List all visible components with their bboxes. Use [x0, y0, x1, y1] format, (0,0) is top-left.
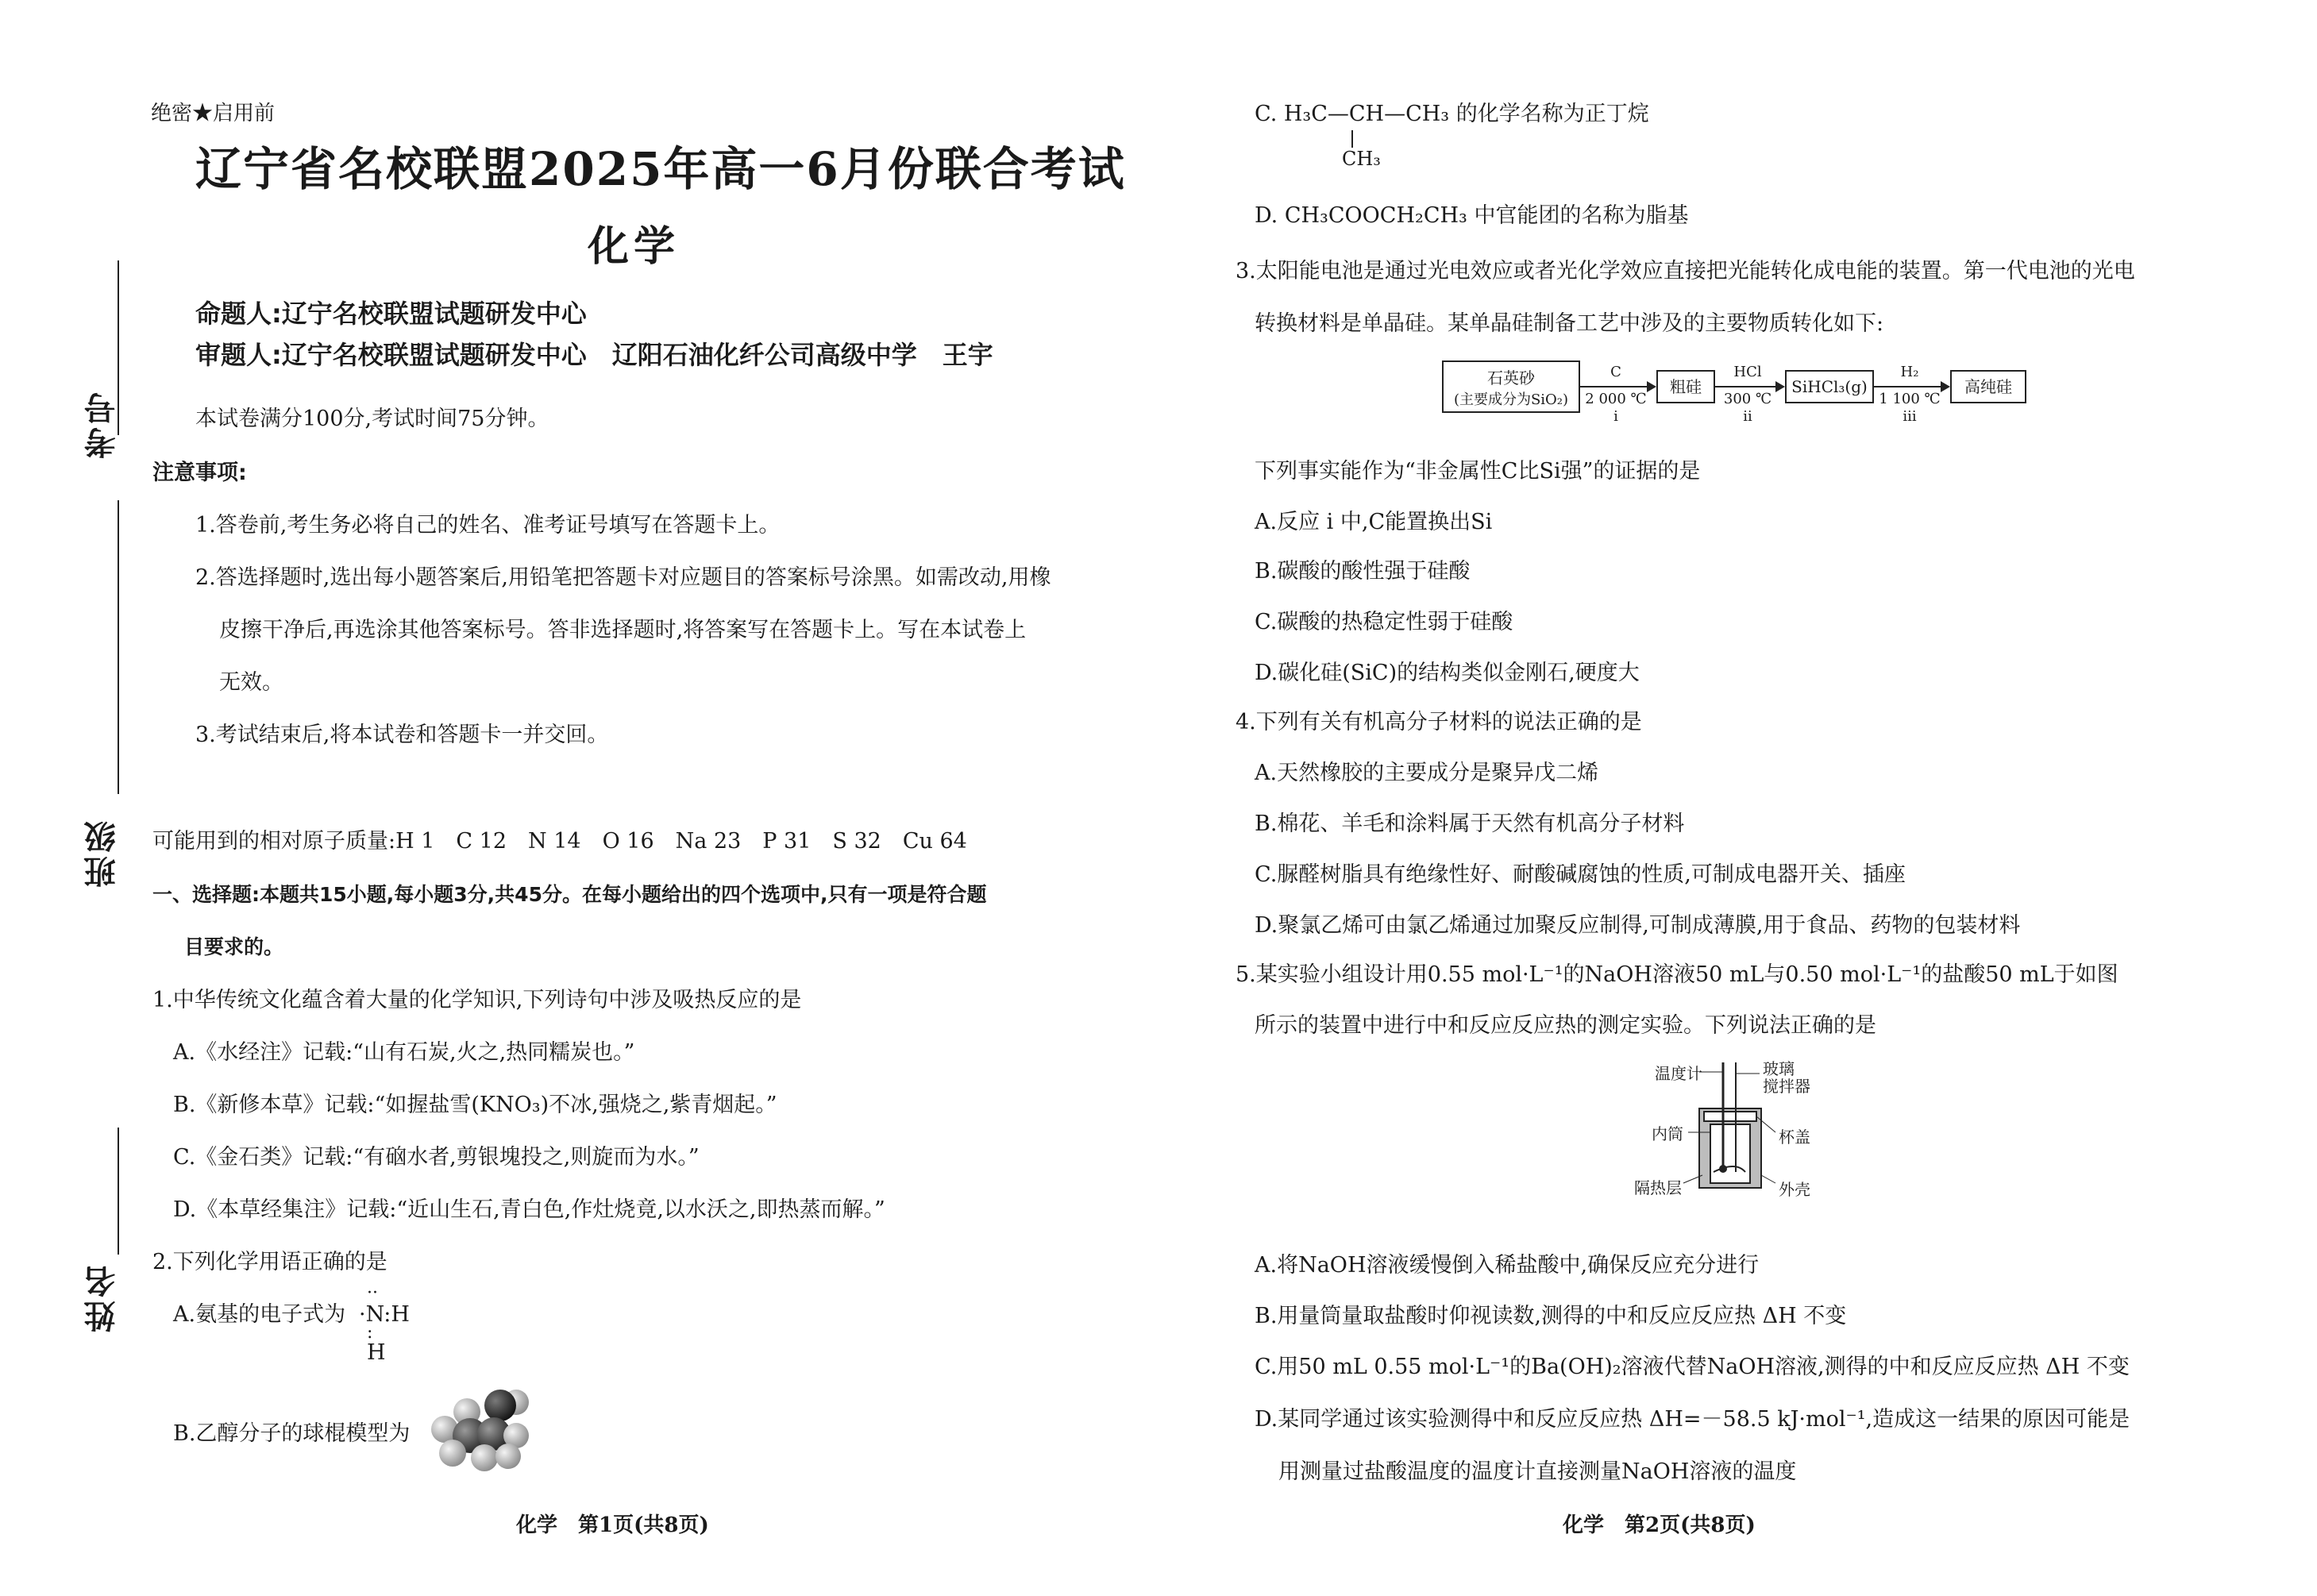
- q2-option-a: A.氨基的电子式为: [173, 1302, 346, 1327]
- calorimeter-label-shell: 外壳: [1779, 1180, 1810, 1199]
- calorimeter-lid: [1704, 1112, 1756, 1121]
- secret-mark: 绝密★启用前: [151, 102, 276, 125]
- formula-h: H: [367, 1340, 386, 1365]
- flow-box-quartz-line1: 石英砂: [1487, 368, 1535, 387]
- flow-arrow-3-step: iii: [1903, 408, 1917, 425]
- q2-stem: 2.下列化学用语正确的是: [152, 1250, 387, 1274]
- q5-option-b: B.用量筒量取盐酸时仰视读数,测得的中和反应反应热 ΔH 不变: [1255, 1304, 1847, 1328]
- q1-option-c: C.《金石类》记载:“有硇水者,剪银塊投之,则旋而为水。”: [173, 1145, 700, 1170]
- calorimeter-label-thermometer: 温度计: [1655, 1064, 1702, 1083]
- q3-stem-2: 转换材料是单晶硅。某单晶硅制备工艺中涉及的主要物质转化如下:: [1255, 311, 1884, 336]
- q5-stem-2: 所示的装置中进行中和反应反应热的测定实验。下列说法正确的是: [1255, 1013, 1876, 1038]
- ethanol-ball-stick-model: [421, 1380, 540, 1475]
- calorimeter-label-stirrer-2: 搅拌器: [1763, 1077, 1810, 1096]
- flow-arrow-2-temp: 300 ℃: [1723, 391, 1772, 407]
- q3-question: 下列事实能作为“非金属性C比Si强”的证据的是: [1255, 459, 1701, 484]
- author-line-2: 审题人:辽宁名校联盟试题研发中心 辽阳石油化纤公司高级中学 王宇: [195, 340, 993, 370]
- q4-stem: 4.下列有关有机高分子材料的说法正确的是: [1236, 710, 1642, 734]
- q1-option-d: D.《本草经集注》记载:“近山生石,青白色,作灶烧竟,以水沃之,即热蒸而解。”: [173, 1197, 885, 1222]
- flow-arrow-1-step: i: [1613, 408, 1618, 425]
- q3-option-b: B.碳酸的酸性强于硅酸: [1255, 559, 1471, 584]
- formula-main: ·N:H: [359, 1302, 410, 1327]
- page-2-footer: 化学 第2页(共8页): [1563, 1513, 1756, 1537]
- flow-arrow-2-reagent: HCl: [1733, 364, 1762, 380]
- flow-box-quartz-line2: (主要成分为SiO₂): [1453, 391, 1569, 408]
- exam-title: 辽宁省名校联盟2025年高一6月份联合考试: [195, 142, 1126, 196]
- q2-option-b: B.乙醇分子的球棍模型为: [173, 1421, 411, 1446]
- q3-stem-1: 3.太阳能电池是通过光电效应或者光化学效应直接把光能转化成电能的装置。第一代电池的光电: [1236, 259, 2135, 283]
- calorimeter-label-inner: 内筒: [1652, 1124, 1683, 1143]
- formula-dots-top: ··: [367, 1283, 378, 1303]
- class-label: 班级: [83, 818, 121, 888]
- flow-box-sihcl3: SiHCl₃(g): [1785, 370, 1874, 403]
- q2-c-branch: CH₃: [1342, 148, 1381, 170]
- calorimeter-label-lid: 杯盖: [1779, 1128, 1810, 1147]
- flow-box-crude-si: 粗硅: [1656, 370, 1715, 403]
- notice-2a: 2.答选择题时,选出每小题答案后,用铅笔把答题卡对应题目的答案标号涂黑。如需改动,用橡: [195, 565, 1051, 590]
- q1-stem: 1.中华传统文化蕴含着大量的化学知识,下列诗句中涉及吸热反应的是: [152, 988, 802, 1012]
- flow-arrow-2: [1715, 386, 1780, 387]
- flow-arrow-1: [1580, 386, 1652, 387]
- binding-line-mid3: [118, 1128, 119, 1255]
- exam-no-label: 考号: [83, 389, 121, 459]
- q4-option-c: C.脲醛树脂具有绝缘性好、耐酸碱腐蚀的性质,可制成电器开关、插座: [1255, 862, 1906, 887]
- flow-arrow-3: [1874, 386, 1945, 387]
- section-1-heading-b: 目要求的。: [184, 935, 284, 958]
- q4-option-d: D.聚氯乙烯可由氯乙烯通过加聚反应制得,可制成薄膜,用于食品、药物的包装材料: [1255, 913, 2021, 938]
- author-line-1: 命题人:辽宁名校联盟试题研发中心: [195, 299, 587, 329]
- calorimeter-label-insulation: 隔热层: [1634, 1178, 1682, 1197]
- q5-option-a: A.将NaOH溶液缓慢倒入稀盐酸中,确保反应充分进行: [1255, 1253, 1760, 1278]
- q5-option-c: C.用50 mL 0.55 mol·L⁻¹的Ba(OH)₂溶液代替NaOH溶液,测得的中和反应反应热 ΔH 不变: [1255, 1355, 2130, 1379]
- calorimeter-inner-cup: [1710, 1124, 1750, 1183]
- q4-option-b: B.棉花、羊毛和涂料属于天然有机高分子材料: [1255, 811, 1685, 836]
- notice-3: 3.考试结束后,将本试卷和答题卡一并交回。: [195, 723, 609, 747]
- q1-option-a: A.《水经注》记载:“山有石炭,火之,热同糯炭也。”: [173, 1040, 635, 1065]
- notice-2b: 皮擦干净后,再选涂其他答案标号。答非选择题时,将答案写在答题卡上。写在本试卷上: [219, 618, 1027, 642]
- formula-dots-bottom: :: [367, 1323, 373, 1343]
- q5-option-d-1: D.某同学通过该实验测得中和反应反应热 ΔH=－58.5 kJ·mol⁻¹,造成这一结果的原因可能是: [1255, 1407, 2130, 1432]
- flow-arrow-3-reagent: H₂: [1900, 364, 1919, 380]
- flow-box-pure-si: 高纯硅: [1950, 370, 2026, 403]
- q1-option-b: B.《新修本草》记载:“如握盐雪(KNO₃)不冰,强烧之,紫青烟起。”: [173, 1093, 777, 1117]
- flow-arrow-1-temp: 2 000 ℃: [1585, 391, 1647, 407]
- subject-title: 化学: [588, 222, 680, 271]
- notice-title: 注意事项:: [152, 461, 247, 485]
- q3-option-a: A.反应 i 中,C能置换出Si: [1255, 510, 1493, 534]
- q3-option-d: D.碳化硅(SiC)的结构类似金刚石,硬度大: [1255, 661, 1640, 685]
- page-1-footer: 化学 第1页(共8页): [516, 1513, 709, 1537]
- amino-electron-formula: [359, 1283, 422, 1365]
- q2-option-c: C. H₃C—CH—CH₃ 的化学名称为正丁烷: [1255, 102, 1649, 126]
- q5-option-d-2: 用测量过盐酸温度的温度计直接测量NaOH溶液的温度: [1278, 1459, 1797, 1484]
- q5-stem-1: 5.某实验小组设计用0.55 mol·L⁻¹的NaOH溶液50 mL与0.50 mol·L⁻¹的盐酸50 mL于如图: [1236, 962, 2118, 987]
- flow-box-quartz: [1442, 360, 1580, 413]
- score-time: 本试卷满分100分,考试时间75分钟。: [195, 407, 549, 431]
- notice-2c: 无效。: [219, 670, 283, 695]
- name-label: 姓名: [83, 1263, 121, 1332]
- leader-shell: [1761, 1175, 1775, 1183]
- binding-line-mid2: [118, 699, 119, 794]
- atomic-mass: 可能用到的相对原子质量:H 1 C 12 N 14 O 16 Na 23 P 31 S 32 Cu 64: [152, 829, 967, 854]
- flow-arrow-2-step: ii: [1743, 408, 1752, 425]
- notice-1: 1.答卷前,考生务必将自己的姓名、准考证号填写在答题卡上。: [195, 513, 781, 538]
- flow-arrow-3-temp: 1 100 ℃: [1879, 391, 1941, 407]
- q2-c-branch-bond: [1351, 130, 1353, 148]
- binding-line-mid1: [118, 500, 119, 699]
- flow-arrow-1-reagent: C: [1610, 364, 1621, 380]
- q3-option-c: C.碳酸的热稳定性弱于硅酸: [1255, 610, 1513, 634]
- calorimeter-label-stirrer-1: 玻璃: [1763, 1059, 1795, 1078]
- q4-option-a: A.天然橡胶的主要成分是聚异戊二烯: [1255, 761, 1599, 785]
- section-1-heading-a: 一、选择题:本题共15小题,每小题3分,共45分。在每小题给出的四个选项中,只有一项是符合题: [152, 883, 987, 906]
- q2-option-d: D. CH₃COOCH₂CH₃ 中官能团的名称为脂基: [1255, 203, 1689, 228]
